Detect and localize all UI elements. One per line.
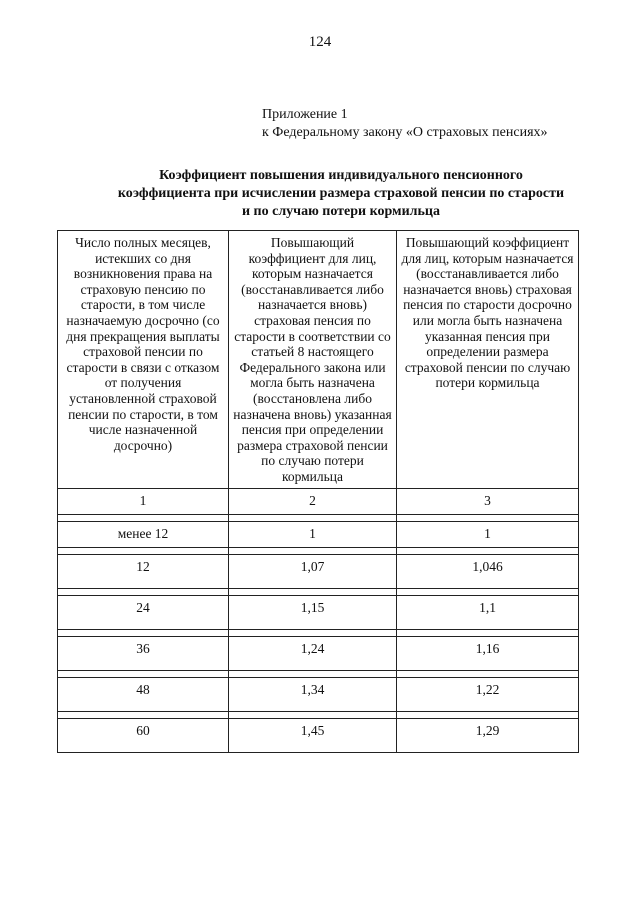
table-row — [58, 595, 579, 629]
table-cell-months: 36 — [58, 636, 229, 670]
table-row — [58, 636, 579, 670]
title-line-2: коэффициента при исчислении размера страховой пенсии по старости — [117, 186, 565, 201]
table-cell-coefficient: 1,45 — [229, 718, 397, 752]
table-cell-months: 12 — [58, 554, 229, 588]
table-cell-coefficient: 1,1 — [397, 595, 579, 629]
appendix-reference — [262, 106, 548, 142]
table-cell-coefficient: 1,07 — [229, 554, 397, 588]
column-number: 3 — [397, 488, 579, 514]
table-cell-coefficient: 1 — [397, 521, 579, 547]
table-cell-months: 48 — [58, 677, 229, 711]
header-months: Число полных месяцев, истекших со дня возникновения права на страховую пенсию по старости, в том числе назначаемую досрочно (со дня прекращения выплаты страховой пенсии по старости в связи с отказом от получения установленной страховой пенсии по старости, в том числе назначенной досрочно) — [58, 231, 229, 489]
row-gap — [58, 547, 579, 554]
table-cell-coefficient: 1,24 — [229, 636, 397, 670]
table-header-row — [58, 231, 579, 489]
column-number: 2 — [229, 488, 397, 514]
row-gap — [58, 670, 579, 677]
table-row — [58, 521, 579, 547]
column-number-row — [58, 488, 579, 514]
table-cell-coefficient: 1,15 — [229, 595, 397, 629]
appendix-line-1: Приложение 1 — [262, 107, 348, 122]
table-row — [58, 677, 579, 711]
table-cell-coefficient: 1 — [229, 521, 397, 547]
table-cell-months: 60 — [58, 718, 229, 752]
row-gap — [58, 514, 579, 521]
page-number: 124 — [308, 34, 332, 50]
header-coefficient-early: Повышающий коэффициент для лиц, которым назначается (восстанавливается либо назначается вновь) страховая пенсия по старости досрочно или могла быть назначена указанная пенсия при определении размера страховой пенсии по случаю потери кормильца — [397, 231, 579, 489]
table-cell-months: 24 — [58, 595, 229, 629]
column-number: 1 — [58, 488, 229, 514]
title-line-1: Коэффициент повышения индивидуального пенсионного — [159, 168, 523, 183]
table-cell-coefficient: 1,29 — [397, 718, 579, 752]
title-line-3: и по случаю потери кормильца — [241, 204, 440, 219]
appendix-line-2: к Федеральному закону «О страховых пенсиях» — [262, 125, 548, 140]
row-gap — [58, 588, 579, 595]
table-cell-coefficient: 1,22 — [397, 677, 579, 711]
table-cell-coefficient: 1,046 — [397, 554, 579, 588]
coefficient-table — [57, 230, 579, 753]
table-row — [58, 718, 579, 752]
table-row — [58, 554, 579, 588]
header-coefficient-general: Повышающий коэффициент для лиц, которым назначается (восстанавливается либо назначается вновь) страховая пенсия по старости в соответствии со статьей 8 настоящего Федерального закона или могла быть назначена (восстановлена либо назначена вновь) указанная пенсия при определении размера страховой пенсии по случаю потери кормильца — [229, 231, 397, 489]
document-title — [90, 167, 592, 221]
table-cell-coefficient: 1,16 — [397, 636, 579, 670]
table-cell-months: менее 12 — [58, 521, 229, 547]
row-gap — [58, 711, 579, 718]
table-cell-coefficient: 1,34 — [229, 677, 397, 711]
row-gap — [58, 629, 579, 636]
